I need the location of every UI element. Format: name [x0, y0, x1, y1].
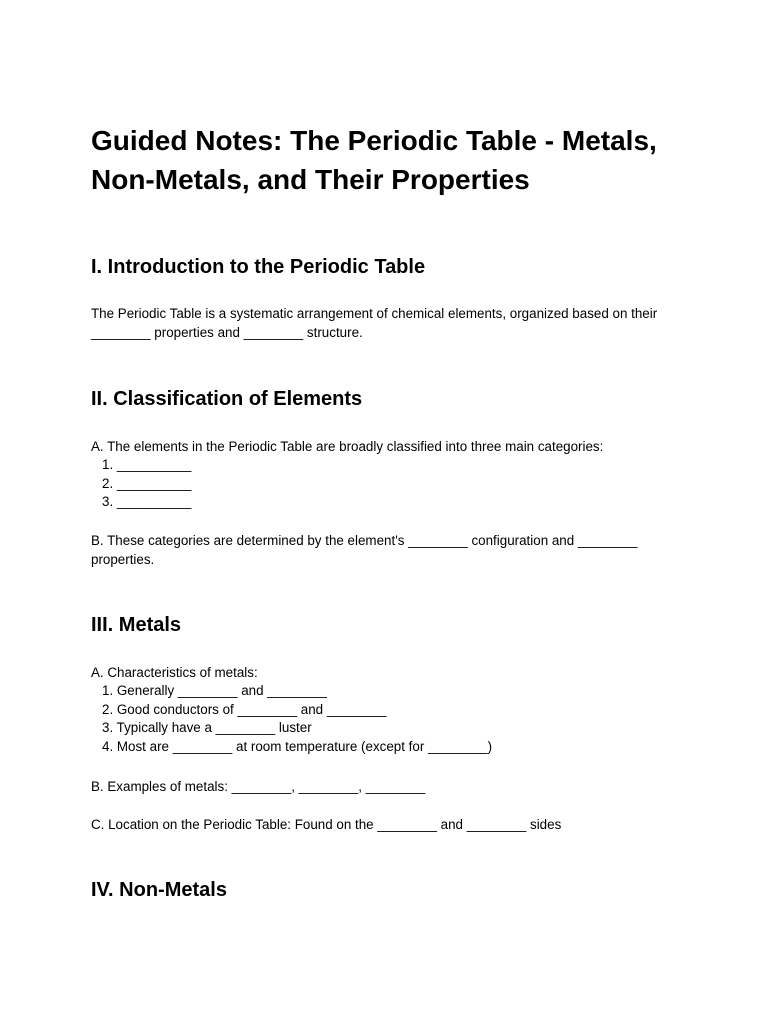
list-item: 1. __________ — [102, 457, 192, 472]
list-item: 1. Generally ________ and ________ — [102, 683, 327, 698]
classification-b-text: B. These categories are determined by the element's ________ configuration and ________ properties. — [91, 533, 638, 567]
document-title: Guided Notes: The Periodic Table - Metals, Non-Metals, and Their Properties — [91, 125, 657, 195]
section-heading-classification: II. Classification of Elements — [91, 388, 363, 410]
section-heading-introduction: I. Introduction to the Periodic Table — [91, 256, 426, 278]
classification-category-list — [91, 456, 191, 512]
classification-a-text: A. The elements in the Periodic Table are broadly classified into three main categories: — [91, 439, 604, 454]
metals-a-text: A. Characteristics of metals: — [91, 665, 258, 680]
section-heading-metals: III. Metals — [91, 614, 182, 636]
introduction-paragraph: The Periodic Table is a systematic arrangement of chemical elements, organized based on their ________ properties and ________ structure. — [91, 306, 658, 340]
list-item: 2. Good conductors of ________ and ________ — [102, 701, 387, 717]
list-item: 3. Typically have a ________ luster — [102, 720, 312, 736]
metals-characteristics-list — [91, 682, 492, 756]
list-item: 2. __________ — [102, 475, 192, 491]
list-item: 3. __________ — [102, 494, 192, 510]
metals-b-text: B. Examples of metals: ________, ________, ________ — [91, 779, 426, 794]
list-item: 4. Most are ________ at room temperature (except for ________) — [102, 738, 493, 754]
metals-c-text: C. Location on the Periodic Table: Found on the ________ and ________ sides — [91, 817, 562, 832]
section-heading-non-metals: IV. Non-Metals — [91, 879, 227, 901]
